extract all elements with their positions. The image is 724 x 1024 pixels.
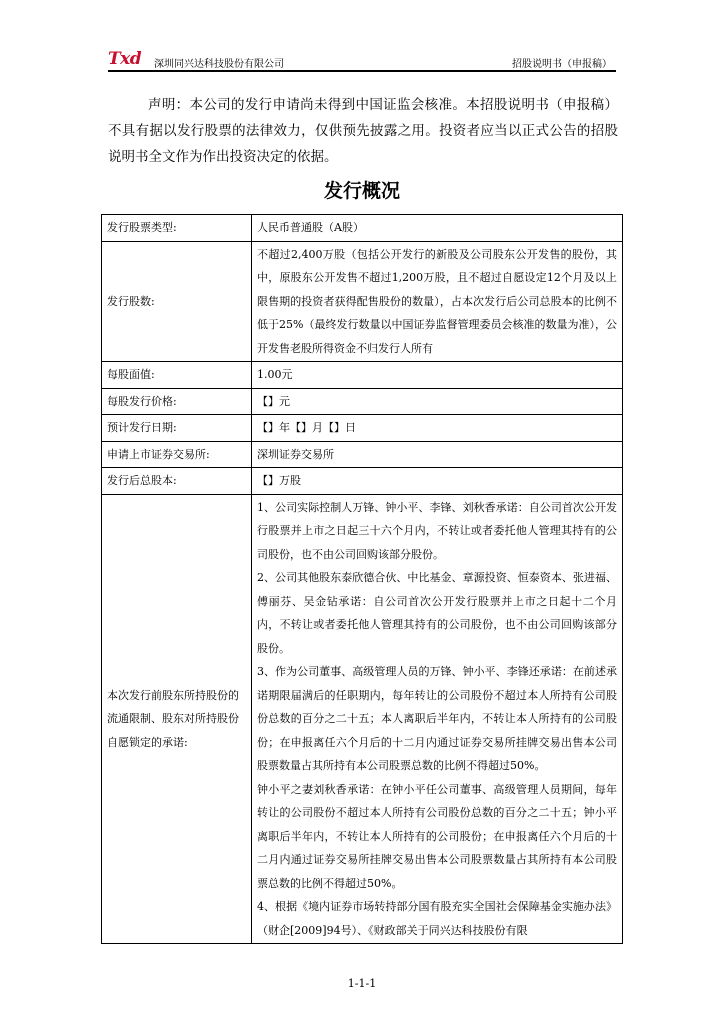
row-value: 【】万股	[252, 468, 623, 495]
row-label: 发行股数:	[102, 241, 252, 362]
lockup-paragraph: 钟小平之妻刘秋香承诺：在钟小平任公司董事、高级管理人员期间，每年转让的公司股份不超过本人所持有公司股份总数的百分之二十五；钟小平离职后半年内，不转让本人所持有的公司股份；在申报离任六个月后的十二月内通过证券交易所挂牌交易出售本公司股票数量占其所持有本公司股票总数的比例不得超过50%。	[257, 782, 617, 890]
row-value: 【】元	[252, 388, 623, 415]
row-value: 人民币普通股（A股）	[252, 215, 623, 242]
lockup-paragraph: 4、根据《境内证券市场转持部分国有股充实全国社会保障基金实施办法》（财企[2009]94号）、《财政部关于同兴达科技股份有限	[257, 900, 617, 937]
row-value: 1.00元	[252, 362, 623, 389]
row-label: 预计发行日期:	[102, 415, 252, 442]
issuance-overview-table	[101, 214, 623, 944]
row-label: 每股面值:	[102, 362, 252, 389]
company-logo: Txd	[108, 49, 142, 69]
lockup-paragraph: 3、作为公司董事、高级管理人员的万锋、钟小平、李锋还承诺：在前述承诺期限届满后的任职期内，每年转让的公司股份不超过本人所持有公司股份总数的百分之二十五；本人离职后半年内，不转让本人所持有的公司股份；在申报离任六个月后的十二月内通过证券交易所挂牌交易出售本公司股票数量占其所持有本公司股票总数的比例不得超过50%。	[257, 665, 617, 772]
header-document-title: 招股说明书（申报稿）	[512, 59, 612, 70]
row-value: 深圳证券交易所	[252, 441, 623, 468]
table-row	[102, 441, 623, 468]
table-row	[102, 362, 623, 389]
header-company-name: 深圳同兴达科技股份有限公司	[154, 59, 284, 70]
disclaimer-statement: 声明：本公司的发行申请尚未得到中国证监会核准。本招股说明书（申报稿）不具有据以发行股票的法律效力，仅供预先披露之用。投资者应当以正式公告的招股说明书全文作为作出投资决定的依据。	[108, 97, 618, 165]
row-label: 发行股票类型:	[102, 215, 252, 242]
table-row	[102, 415, 623, 442]
section-title: 发行概况	[323, 180, 400, 202]
row-label: 每股发行价格:	[102, 388, 252, 415]
lockup-paragraph: 1、公司实际控制人万锋、钟小平、李锋、刘秋香承诺：自公司首次公开发行股票并上市之日起三十六个月内，不转让或者委托他人管理其持有的公司股份，也不由公司回购该部分股份。	[257, 500, 617, 561]
lockup-paragraph: 2、公司其他股东泰欣德合伙、中比基金、章源投资、恒泰资本、张进福、傅丽芬、吴金钻承诺：自公司首次公开发行股票并上市之日起十二个月内，不转让或者委托他人管理其持有的公司股份，也不由公司回购该部分股份。	[257, 571, 617, 655]
table-row	[102, 468, 623, 495]
row-label: 发行后总股本:	[102, 468, 252, 495]
row-label: 申请上市证券交易所:	[102, 441, 252, 468]
lockup-label: 本次发行前股东所持股份的流通限制、股东对所持股份自愿锁定的承诺:	[102, 494, 252, 944]
row-value: 不超过2,400万股（包括公开发行的新股及公司股东公开发售的股份，其中，原股东公开发售不超过1,200万股，且不超过自愿设定12个月及以上限售期的投资者获得配售股份的数量），占本次发行后公司总股本的比例不低于25%（最终发行数量以中国证券监督管理委员会核准的数量为准），公开发售老股所得资金不归发行人所有	[252, 241, 623, 362]
page-number: 1-1-1	[347, 977, 377, 990]
table-row	[102, 215, 623, 242]
row-value: 【】年【】月【】日	[252, 415, 623, 442]
table-row-lockup	[102, 494, 623, 944]
table-row	[102, 388, 623, 415]
table-row	[102, 241, 623, 362]
page-header	[108, 48, 616, 72]
lockup-commitments	[252, 494, 623, 944]
